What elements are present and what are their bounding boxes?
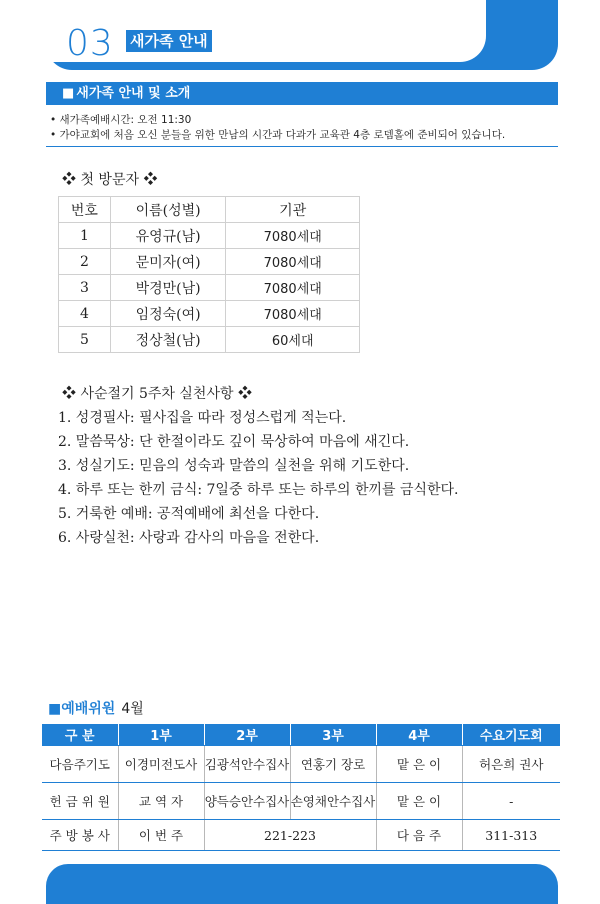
- table-row: [42, 746, 560, 783]
- table-cell: -: [462, 783, 560, 820]
- visitor-number: 3: [59, 275, 111, 301]
- column-header: 2부: [204, 724, 290, 746]
- bottom-banner: [46, 864, 558, 904]
- visitor-group: 7080세대: [226, 301, 360, 327]
- table-row: [59, 327, 360, 353]
- column-header: 1부: [118, 724, 204, 746]
- table-row: [42, 820, 560, 851]
- visitor-table: [58, 196, 360, 353]
- column-header: 이름(성별): [110, 197, 226, 223]
- practice-item: 4. 하루 또는 한끼 금식: 7일중 하루 또는 하루의 한끼를 금식한다.: [58, 482, 459, 498]
- worship-month: 4월: [121, 701, 144, 717]
- visitor-group: 7080세대: [226, 249, 360, 275]
- table-cell: 다 음 주: [376, 820, 462, 851]
- visitor-name: 임정숙(여): [110, 301, 226, 327]
- subsection-title: 새가족 안내 및 소개: [76, 86, 191, 101]
- column-header: 4부: [376, 724, 462, 746]
- table-cell: 손영채안수집사: [290, 783, 376, 820]
- subsection-bar: [46, 82, 558, 105]
- visitor-group: 60세대: [226, 327, 360, 353]
- table-cell: 맡 은 이: [376, 746, 462, 783]
- visitor-number: 5: [59, 327, 111, 353]
- column-header: 번호: [59, 197, 111, 223]
- column-header: 구 분: [42, 724, 118, 746]
- top-banner: [46, 0, 558, 70]
- table-row: [42, 783, 560, 820]
- table-cell: 허은희 권사: [462, 746, 560, 783]
- practice-item: 1. 성경필사: 필사집을 따라 정성스럽게 적는다.: [58, 410, 347, 426]
- column-header: 3부: [290, 724, 376, 746]
- table-row: [59, 301, 360, 327]
- visitor-number: 1: [59, 223, 111, 249]
- section-title: 새가족 안내: [126, 30, 212, 52]
- row-label: 다음주기도: [42, 746, 118, 783]
- practice-heading: ❖ 사순절기 5주차 실천사항 ❖: [62, 386, 252, 402]
- row-label: 헌 금 위 원: [42, 783, 118, 820]
- column-header: 기관: [226, 197, 360, 223]
- practice-item: 3. 성실기도: 믿음의 성숙과 말씀의 실천을 위해 기도한다.: [58, 458, 410, 474]
- table-header-row: [59, 197, 360, 223]
- worship-table: [42, 724, 560, 851]
- visitor-group: 7080세대: [226, 223, 360, 249]
- table-row: [59, 249, 360, 275]
- practice-item: 6. 사랑실천: 사랑과 감사의 마음을 전한다.: [58, 530, 320, 546]
- table-cell: 교 역 자: [118, 783, 204, 820]
- table-cell: 이경미전도사: [118, 746, 204, 783]
- row-label: 주 방 봉 사: [42, 820, 118, 851]
- worship-heading: [48, 698, 144, 720]
- table-cell: 양득승안수집사: [204, 783, 290, 820]
- square-bullet-icon: ■: [62, 86, 75, 101]
- table-cell: 김광석안수집사: [204, 746, 290, 783]
- welcome-info-line: • 가야교회에 처음 오신 분들을 위한 만남의 시간과 다과가 교육관 4층 로뎀홀에 준비되어 있습니다.: [50, 129, 506, 141]
- visitors-heading: ❖ 첫 방문자 ❖: [62, 172, 158, 188]
- practice-item: 2. 말씀묵상: 단 한절이라도 깊이 묵상하여 마음에 새긴다.: [58, 434, 410, 450]
- table-row: [59, 223, 360, 249]
- table-cell: 연홍기 장로: [290, 746, 376, 783]
- square-bullet-icon: ■: [48, 701, 62, 717]
- table-header-row: [42, 724, 560, 746]
- practice-item: 5. 거룩한 예배: 공적예배에 최선을 다한다.: [58, 506, 320, 522]
- divider: [46, 146, 558, 147]
- visitor-number: 2: [59, 249, 111, 275]
- table-cell: 311-313: [462, 820, 560, 851]
- visitor-name: 문미자(여): [110, 249, 226, 275]
- visitor-number: 4: [59, 301, 111, 327]
- table-cell: 맡 은 이: [376, 783, 462, 820]
- table-cell: 221-223: [204, 820, 376, 851]
- column-header: 수요기도회: [462, 724, 560, 746]
- visitor-name: 유영규(남): [110, 223, 226, 249]
- section-number: 03: [66, 23, 114, 64]
- worship-time-line: • 새가족예배시간: 오전 11:30: [50, 114, 192, 126]
- visitor-group: 7080세대: [226, 275, 360, 301]
- visitor-name: 박경만(남): [110, 275, 226, 301]
- table-cell: 이 번 주: [118, 820, 204, 851]
- visitor-name: 정상철(남): [110, 327, 226, 353]
- table-row: [59, 275, 360, 301]
- worship-title: 예배위원: [61, 701, 116, 717]
